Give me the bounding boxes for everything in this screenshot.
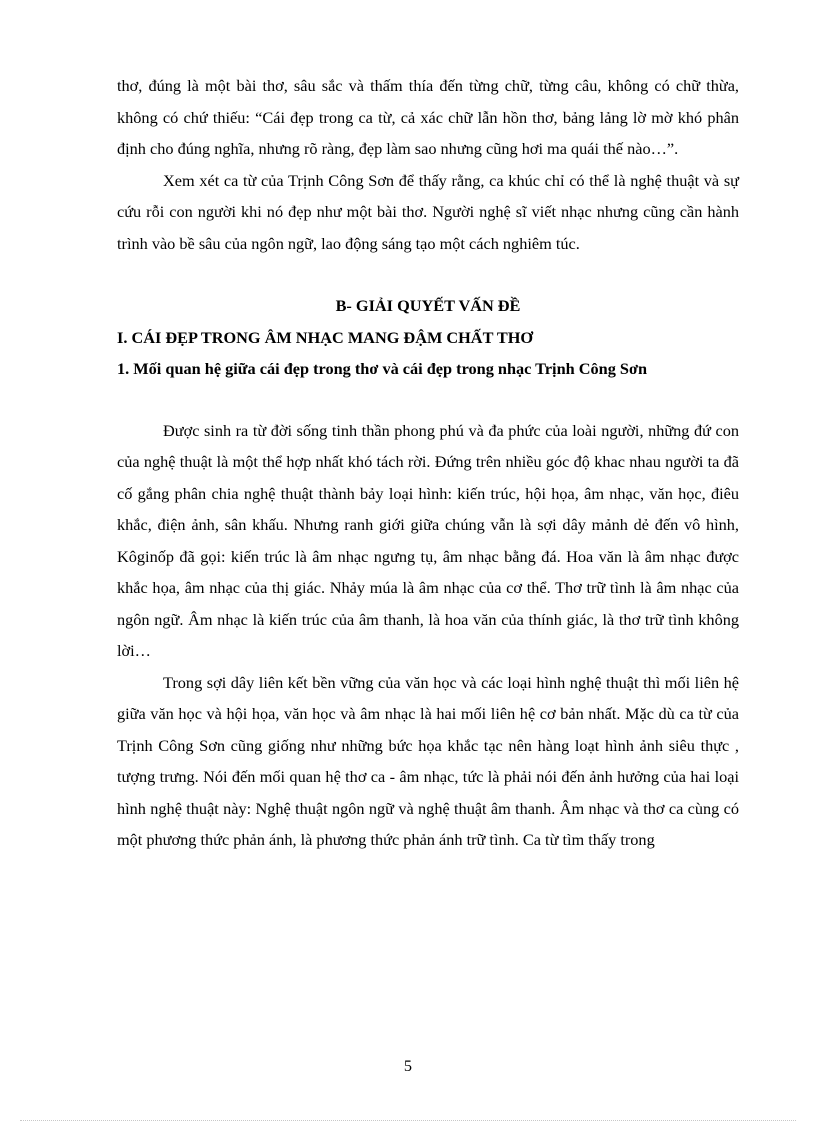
paragraph: Trong sợi dây liên kết bền vững của văn học và các loại hình nghệ thuật thì mối liên hệ giữa văn học và hội họa, văn học và âm nhạc là hai mối liên hệ cơ bản nhất. Mặc dù ca từ của Trịnh Công Sơn cũng giống như những bức họa khắc tạc nên hàng loạt hình ảnh siêu thực , tượng trưng. Nói đến mối quan hệ thơ ca - âm nhạc, tức là phải nói đến ảnh hưởng của hai loại hình nghệ thuật này: Nghệ thuật ngôn ngữ và nghệ thuật âm thanh. Âm nhạc và thơ ca cùng có một phương thức phản ánh, là phương thức phản ánh trữ tình. Ca từ tìm thấy trong	[117, 672, 739, 849]
paragraph-continuation: thơ, đúng là một bài thơ, sâu sắc và thấm thía đến từng chữ, từng câu, không có chữ thừa, không có chứ thiếu: “Cái đẹp trong ca từ, cả xác chữ lẫn hồn thơ, bảng lảng lờ mờ khó phân định cho đúng nghĩa, nhưng rõ ràng, đẹp làm sao nhưng cũng hơi ma quái thế nào…”.	[117, 76, 739, 158]
section-heading-i: I. CÁI ĐẸP TRONG ÂM NHẠC MANG ĐẬM CHẤT THƠ	[117, 327, 534, 347]
footer-divider	[20, 1120, 796, 1121]
subsection-heading-1: 1. Mối quan hệ giữa cái đẹp trong thơ và cái đẹp trong nhạc Trịnh Công Sơn	[117, 359, 648, 378]
paragraph: Xem xét ca từ của Trịnh Công Sơn để thấy rằng, ca khúc chỉ có thể là nghệ thuật và sự cứu rỗi con người khi nó đẹp như một bài thơ. Người nghệ sĩ viết nhạc nhưng cũng cần hành trình vào bề sâu của ngôn ngữ, lao động sáng tạo một cách nghiêm túc.	[117, 170, 739, 253]
section-heading-b: B- GIẢI QUYẾT VẤN ĐỀ	[335, 296, 521, 315]
paragraph: Được sinh ra từ đời sống tinh thần phong phú và đa phức của loài người, những đứ con của nghệ thuật là một thể hợp nhất khó tách rời. Đứng trên nhiều góc độ khac nhau người ta đã cố gắng phân chia nghệ thuật thành bảy loại hình: kiến trúc, hội họa, âm nhạc, văn học, điêu khắc, điện ảnh, sân khấu. Nhưng ranh giới giữa chúng vẫn là sợi dây mảnh dẻ đến vô hình, Kôginốp đã gọi: kiến trúc là âm nhạc ngưng tụ, âm nhạc bằng đá. Hoa văn là âm nhạc được khắc họa, âm nhạc của thị giác. Nhảy múa là âm nhạc của cơ thể. Thơ trữ tình là âm nhạc của ngôn ngữ. Âm nhạc là kiến trúc của âm thanh, là hoa văn của thính giác, là thơ trữ tình không lời…	[117, 420, 739, 660]
document-page	[117, 70, 739, 856]
page-number: 5	[403, 1056, 413, 1075]
